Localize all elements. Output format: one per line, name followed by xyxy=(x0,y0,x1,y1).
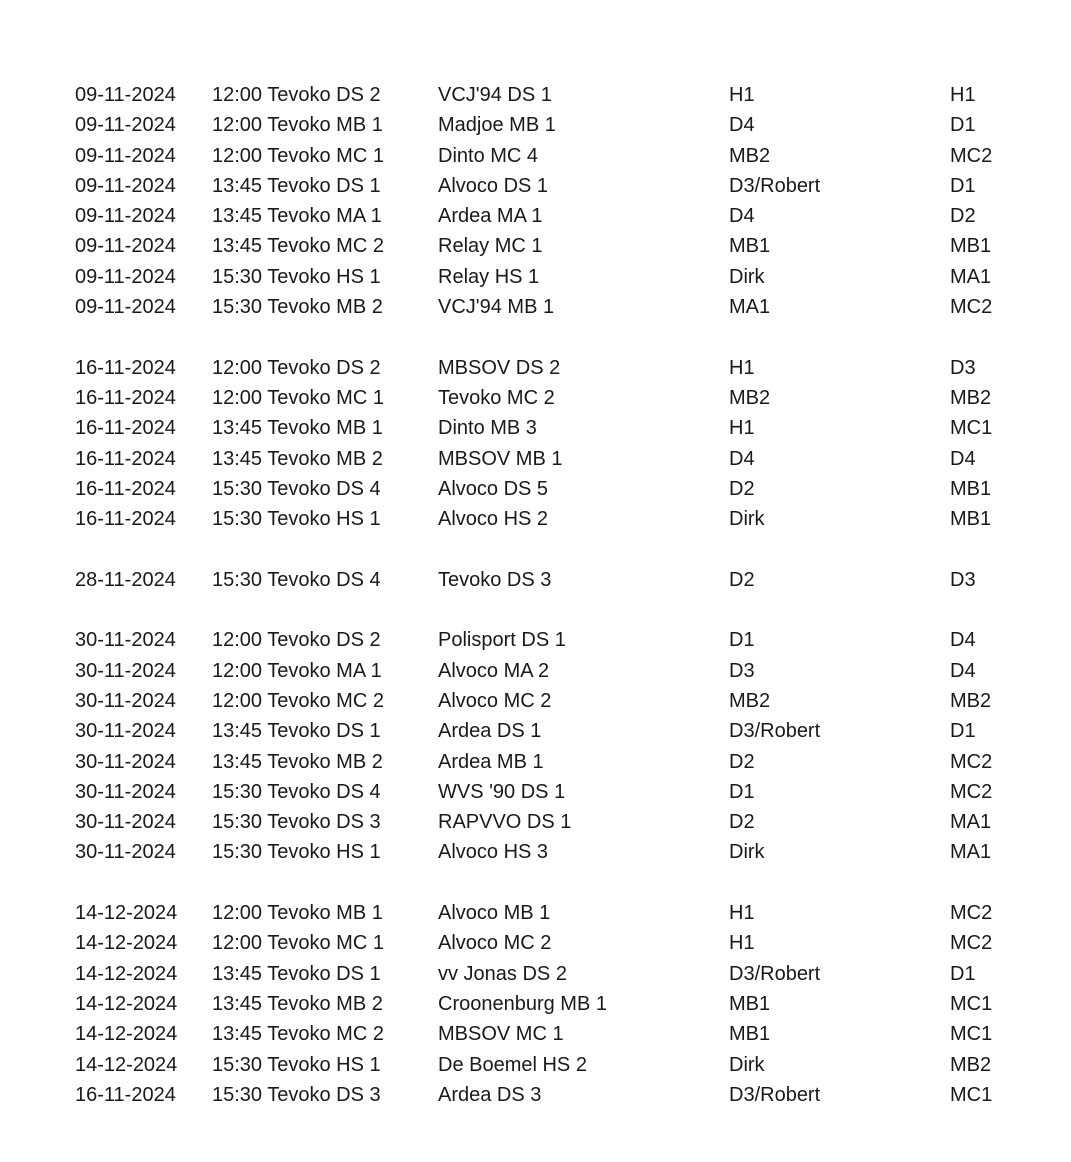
referee-1: D1 xyxy=(729,780,755,803)
match-row xyxy=(75,141,1055,171)
match-time-home-team: 13:45 Tevoko MB 2 xyxy=(212,447,383,470)
referee-1: D4 xyxy=(729,205,755,228)
referee-2: MB2 xyxy=(950,689,992,712)
referee-2: MC2 xyxy=(950,780,993,803)
match-row xyxy=(75,686,1055,716)
referee-2: MC2 xyxy=(950,144,993,167)
match-date: 14-12-2024 xyxy=(75,992,178,1015)
match-date: 14-12-2024 xyxy=(75,962,178,985)
referee-2: D4 xyxy=(950,447,976,470)
match-time-home-team: 15:30 Tevoko DS 3 xyxy=(212,811,381,834)
match-date: 16-11-2024 xyxy=(75,417,176,440)
away-team: Ardea MB 1 xyxy=(438,750,544,773)
match-time-home-team: 13:45 Tevoko MA 1 xyxy=(212,205,382,228)
match-row xyxy=(75,474,1055,504)
match-row xyxy=(75,716,1055,746)
away-team: Alvoco MB 1 xyxy=(438,902,551,925)
match-time-home-team: 15:30 Tevoko DS 4 xyxy=(212,568,381,591)
match-time-home-team: 13:45 Tevoko MC 2 xyxy=(212,1023,384,1046)
match-time-home-team: 15:30 Tevoko DS 4 xyxy=(212,477,381,500)
referee-1: H1 xyxy=(729,84,755,106)
match-row xyxy=(75,444,1055,474)
match-date: 16-11-2024 xyxy=(75,477,176,500)
match-date: 16-11-2024 xyxy=(75,508,176,531)
away-team: WVS '90 DS 1 xyxy=(438,780,566,803)
match-row xyxy=(75,959,1055,989)
match-time-home-team: 13:45 Tevoko MB 1 xyxy=(212,417,383,440)
away-team: Alvoco DS 1 xyxy=(438,174,549,197)
away-team: Dinto MB 3 xyxy=(438,417,537,440)
away-team: Ardea MA 1 xyxy=(438,205,543,228)
match-date: 16-11-2024 xyxy=(75,386,176,409)
referee-1: H1 xyxy=(729,356,755,379)
referee-1: H1 xyxy=(729,902,755,925)
referee-1: D1 xyxy=(729,629,755,652)
away-team: MBSOV MB 1 xyxy=(438,447,563,470)
match-date: 14-12-2024 xyxy=(75,1023,178,1046)
match-row xyxy=(75,1050,1055,1080)
match-date: 30-11-2024 xyxy=(75,720,176,743)
referee-1: D3 xyxy=(729,659,755,682)
match-date: 30-11-2024 xyxy=(75,629,176,652)
match-row xyxy=(75,504,1055,534)
match-date: 14-12-2024 xyxy=(75,932,178,955)
referee-1: H1 xyxy=(729,417,755,440)
referee-2: MC2 xyxy=(950,750,993,773)
match-row xyxy=(75,383,1055,413)
match-date: 16-11-2024 xyxy=(75,1083,176,1106)
match-time-home-team: 13:45 Tevoko MC 2 xyxy=(212,235,384,258)
referee-1: Dirk xyxy=(729,841,765,864)
away-team: Polisport DS 1 xyxy=(438,629,566,652)
referee-2: MA1 xyxy=(950,811,992,834)
referee-2: H1 xyxy=(950,84,976,106)
match-date: 09-11-2024 xyxy=(75,114,176,137)
match-schedule xyxy=(75,80,1055,1140)
match-day-group xyxy=(75,565,1055,595)
match-date: 16-11-2024 xyxy=(75,447,176,470)
away-team: Ardea DS 1 xyxy=(438,720,542,743)
match-date: 30-11-2024 xyxy=(75,750,176,773)
match-date: 09-11-2024 xyxy=(75,84,176,106)
match-row xyxy=(75,777,1055,807)
match-day-group xyxy=(75,625,1055,867)
match-date: 30-11-2024 xyxy=(75,780,176,803)
referee-2: MB2 xyxy=(950,386,992,409)
referee-2: D1 xyxy=(950,114,976,137)
referee-1: Dirk xyxy=(729,508,765,531)
match-time-home-team: 15:30 Tevoko HS 1 xyxy=(212,841,381,864)
match-time-home-team: 15:30 Tevoko MB 2 xyxy=(212,296,383,319)
away-team: Relay HS 1 xyxy=(438,265,540,288)
match-row xyxy=(75,110,1055,140)
away-team: Alvoco MC 2 xyxy=(438,932,552,955)
match-row xyxy=(75,1019,1055,1049)
referee-2: D4 xyxy=(950,659,976,682)
match-date: 30-11-2024 xyxy=(75,811,176,834)
match-time-home-team: 13:45 Tevoko DS 1 xyxy=(212,174,381,197)
away-team: Alvoco DS 5 xyxy=(438,477,549,500)
match-row xyxy=(75,262,1055,292)
match-row xyxy=(75,837,1055,867)
away-team: Alvoco HS 3 xyxy=(438,841,549,864)
referee-1: D2 xyxy=(729,477,755,500)
referee-2: MB1 xyxy=(950,508,992,531)
referee-1: D4 xyxy=(729,447,755,470)
away-team: VCJ'94 MB 1 xyxy=(438,296,555,319)
match-date: 30-11-2024 xyxy=(75,841,176,864)
referee-1: D3/Robert xyxy=(729,1083,821,1106)
match-time-home-team: 15:30 Tevoko HS 1 xyxy=(212,508,381,531)
referee-1: D2 xyxy=(729,750,755,773)
match-date: 09-11-2024 xyxy=(75,144,176,167)
match-row xyxy=(75,807,1055,837)
referee-1: MB2 xyxy=(729,689,771,712)
match-time-home-team: 12:00 Tevoko DS 2 xyxy=(212,356,381,379)
referee-1: MA1 xyxy=(729,296,771,319)
match-day-group xyxy=(75,898,1055,1110)
away-team: Alvoco HS 2 xyxy=(438,508,549,531)
match-row xyxy=(75,292,1055,322)
referee-1: D4 xyxy=(729,114,755,137)
away-team: Croonenburg MB 1 xyxy=(438,992,607,1015)
referee-2: MB2 xyxy=(950,1053,992,1076)
away-team: vv Jonas DS 2 xyxy=(438,962,567,985)
match-date: 14-12-2024 xyxy=(75,1053,178,1076)
referee-1: H1 xyxy=(729,932,755,955)
referee-2: MA1 xyxy=(950,265,992,288)
match-time-home-team: 13:45 Tevoko MB 2 xyxy=(212,992,383,1015)
match-row xyxy=(75,747,1055,777)
match-time-home-team: 12:00 Tevoko MB 1 xyxy=(212,114,383,137)
match-date: 09-11-2024 xyxy=(75,265,176,288)
match-date: 09-11-2024 xyxy=(75,235,176,258)
match-date: 09-11-2024 xyxy=(75,296,176,319)
match-time-home-team: 12:00 Tevoko DS 2 xyxy=(212,84,381,106)
match-row xyxy=(75,353,1055,383)
away-team: Madjoe MB 1 xyxy=(438,114,556,137)
match-time-home-team: 15:30 Tevoko DS 4 xyxy=(212,780,381,803)
referee-1: MB1 xyxy=(729,235,771,258)
referee-2: MC2 xyxy=(950,296,993,319)
away-team: Tevoko DS 3 xyxy=(438,568,552,591)
away-team: Dinto MC 4 xyxy=(438,144,539,167)
match-date: 14-12-2024 xyxy=(75,902,178,925)
referee-2: MB1 xyxy=(950,477,992,500)
referee-2: MC1 xyxy=(950,1023,993,1046)
match-date: 09-11-2024 xyxy=(75,174,176,197)
match-row xyxy=(75,171,1055,201)
referee-2: MC2 xyxy=(950,932,993,955)
match-time-home-team: 12:00 Tevoko MC 1 xyxy=(212,386,384,409)
match-row xyxy=(75,898,1055,928)
away-team: MBSOV MC 1 xyxy=(438,1023,564,1046)
referee-2: MB1 xyxy=(950,235,992,258)
referee-1: D3/Robert xyxy=(729,962,821,985)
match-time-home-team: 13:45 Tevoko DS 1 xyxy=(212,962,381,985)
match-time-home-team: 12:00 Tevoko MC 1 xyxy=(212,932,384,955)
match-time-home-team: 12:00 Tevoko MB 1 xyxy=(212,902,383,925)
match-time-home-team: 15:30 Tevoko DS 3 xyxy=(212,1083,381,1106)
away-team: Tevoko MC 2 xyxy=(438,386,555,409)
referee-2: D1 xyxy=(950,174,976,197)
referee-2: D3 xyxy=(950,568,976,591)
referee-1: D2 xyxy=(729,568,755,591)
match-date: 30-11-2024 xyxy=(75,659,176,682)
away-team: Alvoco MA 2 xyxy=(438,659,550,682)
match-row xyxy=(75,565,1055,595)
referee-2: D3 xyxy=(950,356,976,379)
match-time-home-team: 12:00 Tevoko MC 2 xyxy=(212,689,384,712)
match-row xyxy=(75,231,1055,261)
referee-1: MB2 xyxy=(729,386,771,409)
referee-2: D1 xyxy=(950,962,976,985)
referee-1: D2 xyxy=(729,811,755,834)
match-date: 09-11-2024 xyxy=(75,205,176,228)
away-team: Ardea DS 3 xyxy=(438,1083,542,1106)
referee-1: D3/Robert xyxy=(729,174,821,197)
match-row xyxy=(75,656,1055,686)
referee-1: Dirk xyxy=(729,1053,765,1076)
match-time-home-team: 15:30 Tevoko HS 1 xyxy=(212,1053,381,1076)
match-time-home-team: 15:30 Tevoko HS 1 xyxy=(212,265,381,288)
away-team: RAPVVO DS 1 xyxy=(438,811,572,834)
referee-2: D1 xyxy=(950,720,976,743)
referee-1: Dirk xyxy=(729,265,765,288)
referee-2: D2 xyxy=(950,205,976,228)
match-row xyxy=(75,989,1055,1019)
referee-2: D4 xyxy=(950,629,976,652)
match-date: 30-11-2024 xyxy=(75,689,176,712)
match-row xyxy=(75,80,1055,110)
referee-1: MB2 xyxy=(729,144,771,167)
match-time-home-team: 13:45 Tevoko MB 2 xyxy=(212,750,383,773)
match-row xyxy=(75,625,1055,655)
match-time-home-team: 12:00 Tevoko MA 1 xyxy=(212,659,382,682)
match-time-home-team: 12:00 Tevoko DS 2 xyxy=(212,629,381,652)
away-team: Alvoco MC 2 xyxy=(438,689,552,712)
match-row xyxy=(75,201,1055,231)
referee-2: MC1 xyxy=(950,992,993,1015)
match-time-home-team: 13:45 Tevoko DS 1 xyxy=(212,720,381,743)
away-team: VCJ'94 DS 1 xyxy=(438,84,552,106)
match-date: 16-11-2024 xyxy=(75,356,176,379)
match-row xyxy=(75,413,1055,443)
match-date: 28-11-2024 xyxy=(75,568,176,591)
match-day-group xyxy=(75,353,1055,535)
away-team: Relay MC 1 xyxy=(438,235,543,258)
referee-2: MC2 xyxy=(950,902,993,925)
referee-1: MB1 xyxy=(729,1023,771,1046)
referee-1: MB1 xyxy=(729,992,771,1015)
referee-1: D3/Robert xyxy=(729,720,821,743)
referee-2: MC1 xyxy=(950,417,993,440)
match-time-home-team: 12:00 Tevoko MC 1 xyxy=(212,144,384,167)
match-row xyxy=(75,928,1055,958)
away-team: De Boemel HS 2 xyxy=(438,1053,587,1076)
away-team: MBSOV DS 2 xyxy=(438,356,561,379)
referee-2: MA1 xyxy=(950,841,992,864)
match-day-group xyxy=(75,80,1055,322)
match-row xyxy=(75,1080,1055,1110)
referee-2: MC1 xyxy=(950,1083,993,1106)
